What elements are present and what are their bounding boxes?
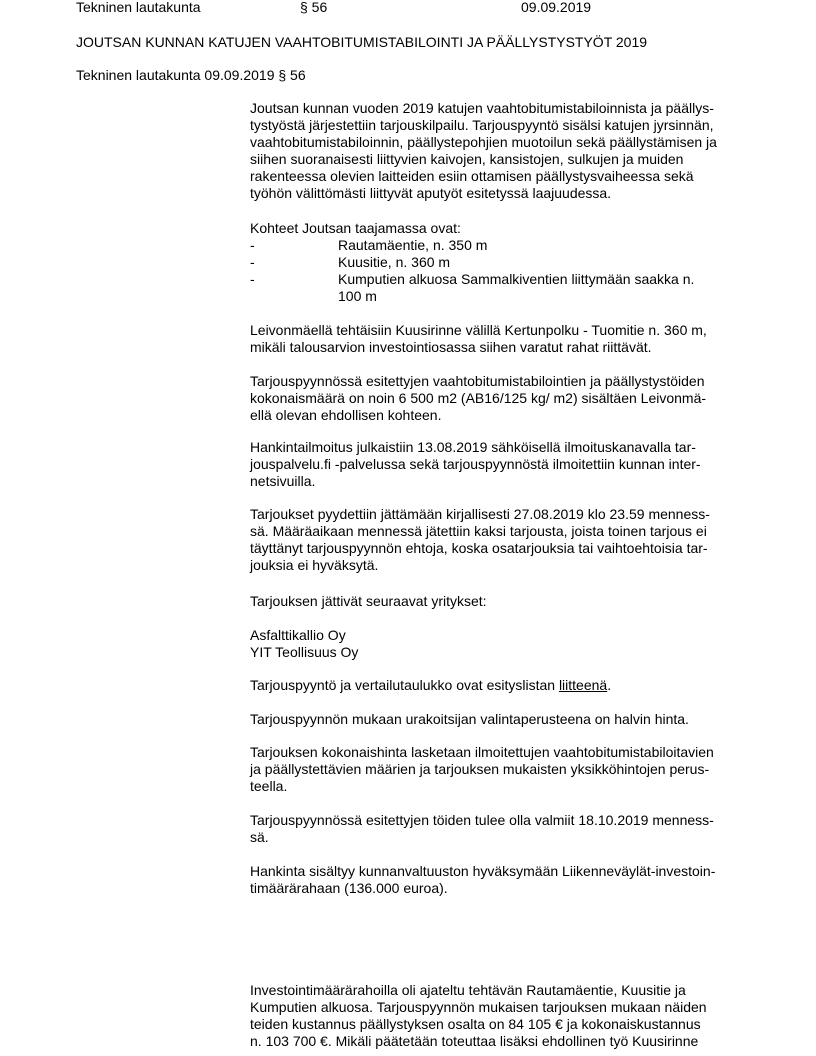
paragraph-notice: [250, 439, 701, 490]
target-label-cont: 100 m: [338, 288, 377, 304]
bidder-list: [250, 627, 358, 661]
header-committee: Tekninen lautakunta: [76, 0, 201, 15]
target-item: [250, 271, 730, 305]
paragraph-completion: [250, 812, 714, 846]
text-line: työhön välittömästi liittyvät aputyöt esitetyssä laajuudessa.: [250, 185, 612, 201]
paragraph-total-price: [250, 744, 714, 795]
attachment-link[interactable]: liitteenä: [558, 677, 608, 693]
text-line: teella.: [250, 778, 288, 794]
target-item: [250, 237, 730, 254]
document-title: JOUTSAN KUNNAN KATUJEN VAAHTOBITUMISTABILOINTI JA PÄÄLLYSTYSTYÖT 2019: [76, 34, 648, 50]
target-item: [250, 254, 730, 271]
text-line: ellä olevan ehdollisen kohteen.: [250, 407, 442, 423]
text-line: teiden kustannus päällystyksen osalta on 84 105 € ja kokonaiskustannus: [250, 1016, 701, 1032]
subheading: Tekninen lautakunta 09.09.2019 § 56: [76, 67, 306, 83]
text-line: Joutsan kunnan vuoden 2019 katujen vaahtobitumistabiloinnista ja päällys-: [250, 100, 714, 116]
paragraph-budget: [250, 863, 715, 897]
paragraph-total-amount: [250, 373, 706, 424]
list-dash: -: [250, 237, 255, 253]
paragraph-leivonmaki: [250, 322, 707, 356]
text-line: Kumputien alkuosa. Tarjouspyynnön mukaisen tarjouksen mukaan näiden: [250, 999, 707, 1015]
text-line: timäärärahaan (136.000 euroa).: [250, 880, 448, 896]
target-label: Kuusitie, n. 360 m: [338, 254, 451, 270]
text-line: siihen suoranaisesti liittyvien kaivojen, kansistojen, sulkujen ja muiden: [250, 151, 684, 167]
target-label: Kumputien alkuosa Sammalkiventien liittymään saakka n.: [338, 271, 695, 287]
text-line: Tarjouspyynnössä esitettyjen töiden tulee olla valmiit 18.10.2019 menness-: [250, 812, 714, 828]
bidder-name: YIT Teollisuus Oy: [250, 644, 359, 660]
text-line: Tarjouspyynnössä esitettyjen vaahtobitumistabilointien ja päällystystöiden: [250, 373, 705, 389]
text-line: jouksia ei hyväksytä.: [250, 557, 379, 573]
bidders-intro: Tarjouksen jättivät seuraavat yritykset:: [250, 593, 487, 609]
paragraph-criteria: Tarjouspyynnön mukaan urakoitsijan valintaperusteena on halvin hinta.: [250, 711, 689, 727]
text-line: Tarjoukset pyydettiin jättämään kirjallisesti 27.08.2019 klo 23.59 menness-: [250, 506, 710, 522]
bidder-name: Asfalttikallio Oy: [250, 627, 346, 643]
target-label: Rautamäentie, n. 350 m: [338, 237, 488, 253]
text-line: vaahtobitumistabiloinnin, päällystepohjien muotoilun sekä päällystämisen ja: [250, 134, 717, 150]
text-line: n. 103 700 €. Mikäli päätetään toteuttaa lisäksi ehdollinen työ Kuusirinne: [250, 1033, 699, 1049]
list-dash: -: [250, 254, 255, 270]
header-date: 09.09.2019: [521, 0, 592, 15]
paragraph-attachment: [250, 677, 611, 694]
text-line: Hankinta sisältyy kunnanvaltuuston hyväksymään Liikenneväylät-investoin-: [250, 863, 716, 879]
text-line: kokonaismäärä on noin 6 500 m2 (AB16/125 kg/ m2) sisältäen Leivonmä-: [250, 390, 707, 406]
text-line: netsivuilla.: [250, 473, 316, 489]
text-line: Investointimäärärahoilla oli ajateltu tehtävän Rautamäentie, Kuusitie ja: [250, 982, 686, 998]
targets-intro: Kohteet Joutsan taajamassa ovat:: [250, 220, 461, 236]
text-line: Leivonmäellä tehtäisiin Kuusirinne välillä Kertunpolku - Tuomitie n. 360 m,: [250, 322, 707, 338]
text-line: täyttänyt tarjouspyynnön ehtoja, koska osatarjouksia tai vaihtoehtoisia tar-: [250, 540, 708, 556]
text-line: Hankintailmoitus julkaistiin 13.08.2019 sähköisellä ilmoituskanavalla tar-: [250, 439, 696, 455]
attachment-suffix: .: [607, 677, 612, 693]
text-line: mikäli talousarvion investointiosassa siihen varatut rahat riittävät.: [250, 339, 652, 355]
list-dash: -: [250, 271, 255, 287]
text-line: sä.: [250, 829, 269, 845]
paragraph-investment: [250, 982, 707, 1050]
text-line: Tarjouksen kokonaishinta lasketaan ilmoitettujen vaahtobitumistabiloitavien: [250, 744, 714, 760]
text-line: ja päällystettävien määrien ja tarjouksen mukaisten yksikköhintojen perus-: [250, 761, 710, 777]
attachment-text: Tarjouspyyntö ja vertailutaulukko ovat esityslistan: [250, 677, 559, 693]
text-line: tystyöstä järjestettiin tarjouskilpailu. Tarjouspyyntö sisälsi katujen jyrsinnän,: [250, 117, 714, 133]
text-line: sä. Määräaikaan mennessä jätettiin kaksi tarjousta, joista toinen tarjous ei: [250, 523, 707, 539]
paragraph-intro: [250, 100, 717, 202]
header-section: § 56: [300, 0, 328, 15]
text-line: rakenteessa olevien laitteiden esiin ottamisen päällystysvaiheessa sekä: [250, 168, 694, 184]
paragraph-deadline: [250, 506, 710, 574]
text-line: jouspalvelu.fi -palvelussa sekä tarjouspyynnöstä ilmoitettiin kunnan inter-: [250, 456, 701, 472]
